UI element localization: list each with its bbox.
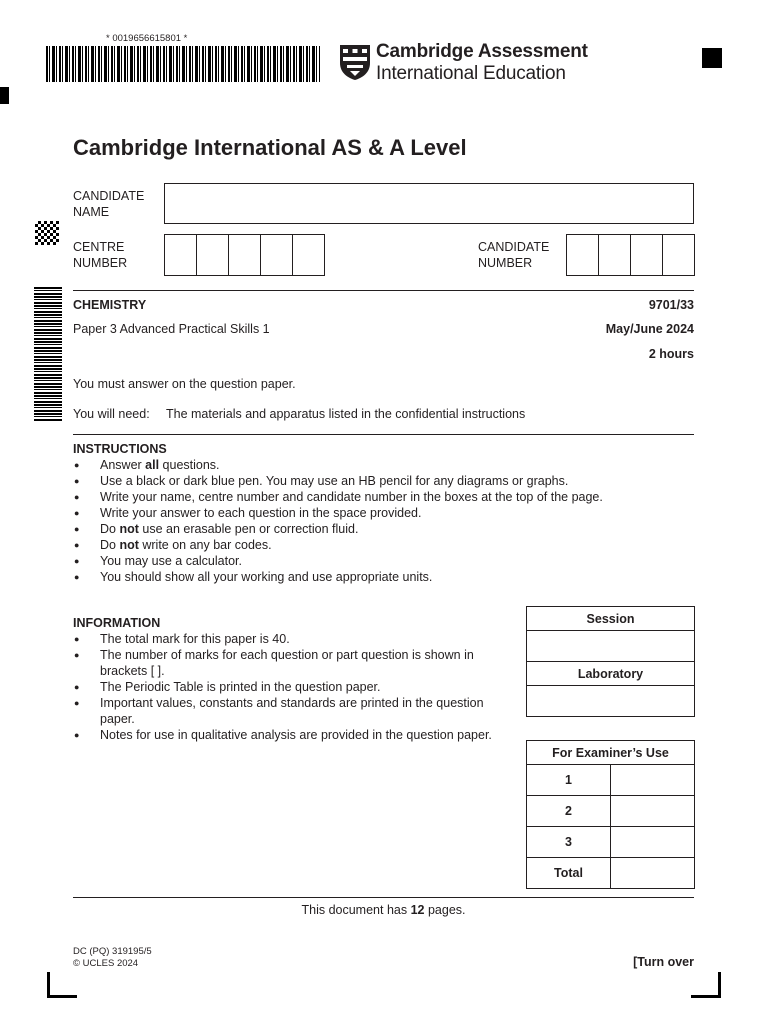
exam-session: May/June 2024 xyxy=(605,322,694,336)
divider xyxy=(73,897,694,898)
side-qr-code xyxy=(35,221,59,245)
alignment-marker xyxy=(0,87,9,104)
barcode-number: * 0019656615801 * xyxy=(106,33,188,44)
copyright: © UCLES 2024 xyxy=(73,958,139,969)
subject-name: CHEMISTRY xyxy=(73,298,147,312)
page-count-number: 12 xyxy=(410,903,425,917)
instruction-item: ● You may use a calculator. xyxy=(73,553,694,569)
instruction-item: ● Do not use an erasable pen or correction fluid. xyxy=(73,521,694,537)
you-will-need-value: The materials and apparatus listed in the confidential instructions xyxy=(166,407,526,421)
candidate-digit-box[interactable] xyxy=(630,234,663,276)
divider xyxy=(73,290,694,291)
laboratory-input[interactable] xyxy=(527,686,695,717)
centre-digit-box[interactable] xyxy=(292,234,325,276)
instructions-heading: INSTRUCTIONS xyxy=(73,442,167,456)
page-count-note xyxy=(73,902,694,918)
logo-line-2: International Education xyxy=(376,63,566,84)
examiner-mark-cell[interactable] xyxy=(611,796,695,827)
cambridge-logo xyxy=(376,42,588,83)
candidate-digit-box[interactable] xyxy=(566,234,599,276)
instruction-item: ● Write your answer to each question in the space provided. xyxy=(73,505,694,521)
examiner-mark-cell[interactable] xyxy=(611,858,695,889)
top-barcode xyxy=(46,46,320,82)
instruction-item: ● Do not write on any bar codes. xyxy=(73,537,694,553)
examiner-question-label: 2 xyxy=(527,796,611,827)
session-table xyxy=(526,606,695,717)
information-item: ● The number of marks for each question or part question is shown in brackets [ ]. xyxy=(73,647,493,679)
centre-digit-box[interactable] xyxy=(196,234,229,276)
information-item: ● The total mark for this paper is 40. xyxy=(73,631,493,647)
laboratory-label: Laboratory xyxy=(527,662,695,686)
examiner-question-label: 1 xyxy=(527,765,611,796)
page-title: Cambridge International AS & A Level xyxy=(73,135,467,160)
centre-digit-box[interactable] xyxy=(164,234,197,276)
answer-note: You must answer on the question paper. xyxy=(73,377,296,391)
instruction-item: ● Use a black or dark blue pen. You may use an HB pencil for any diagrams or graphs. xyxy=(73,473,694,489)
candidate-number-label: CANDIDATE NUMBER xyxy=(478,240,550,270)
page-count-post: pages. xyxy=(424,903,466,917)
examiner-question-label: Total xyxy=(527,858,611,889)
exam-duration: 2 hours xyxy=(648,347,694,361)
instruction-item: ● Answer all questions. xyxy=(73,457,694,473)
centre-digit-box[interactable] xyxy=(228,234,261,276)
centre-number-label: CENTRE NUMBER xyxy=(73,240,128,270)
paper-code: 9701/33 xyxy=(648,298,694,312)
side-barcode xyxy=(34,287,62,422)
page-count-pre: This document has xyxy=(301,903,411,917)
cambridge-crest-icon xyxy=(338,43,372,84)
candidate-digit-box[interactable] xyxy=(662,234,695,276)
alignment-marker xyxy=(702,48,722,68)
paper-name: Paper 3 Advanced Practical Skills 1 xyxy=(73,322,270,336)
divider xyxy=(73,434,694,435)
session-input[interactable] xyxy=(527,631,695,662)
information-list xyxy=(73,631,493,743)
candidate-digit-box[interactable] xyxy=(598,234,631,276)
information-heading: INFORMATION xyxy=(73,616,161,630)
candidate-name-box[interactable] xyxy=(164,183,694,224)
candidate-name-label: CANDIDATE NAME xyxy=(73,189,145,219)
turn-over: [Turn over xyxy=(633,955,694,969)
examiner-question-label: 3 xyxy=(527,827,611,858)
crop-mark xyxy=(47,995,77,998)
document-code: DC (PQ) 319195/5 xyxy=(73,946,152,957)
instructions-list xyxy=(73,457,694,585)
information-item: ● Notes for use in qualitative analysis are provided in the question paper. xyxy=(73,727,493,743)
examiner-mark-cell[interactable] xyxy=(611,765,695,796)
information-item: ● The Periodic Table is printed in the question paper. xyxy=(73,679,493,695)
examiner-mark-cell[interactable] xyxy=(611,827,695,858)
information-item: ● Important values, constants and standards are printed in the question paper. xyxy=(73,695,493,727)
you-will-need-label: You will need: xyxy=(73,407,150,421)
centre-digit-box[interactable] xyxy=(260,234,293,276)
instruction-item: ● Write your name, centre number and candidate number in the boxes at the top of the page. xyxy=(73,489,694,505)
examiner-table xyxy=(526,740,695,889)
crop-mark xyxy=(691,995,721,998)
session-label: Session xyxy=(527,607,695,631)
instruction-item: ● You should show all your working and use appropriate units. xyxy=(73,569,694,585)
examiner-heading: For Examiner’s Use xyxy=(527,741,695,765)
logo-line-1: Cambridge Assessment xyxy=(376,41,588,62)
